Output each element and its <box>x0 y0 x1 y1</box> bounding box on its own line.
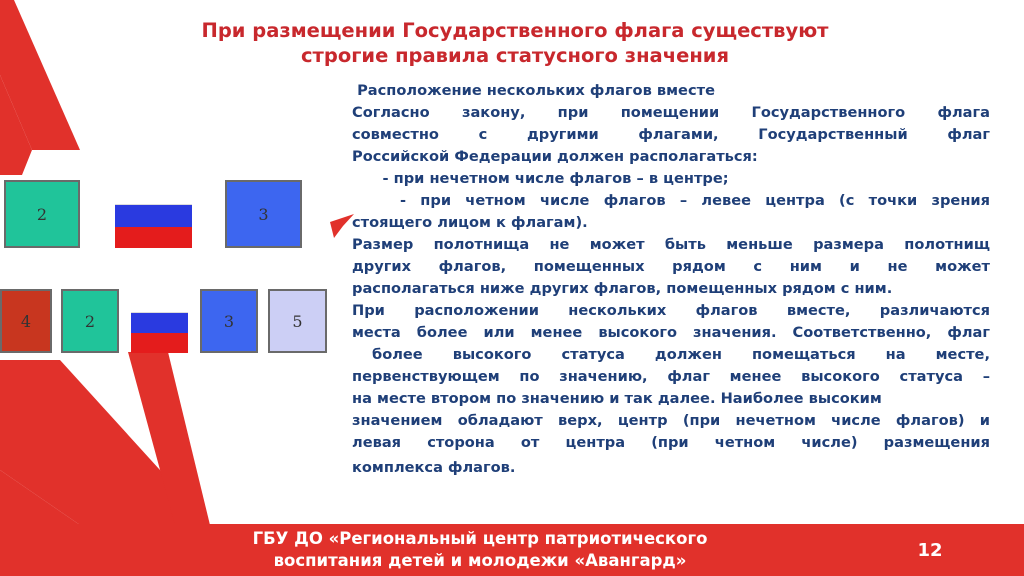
body-line: Размер полотнища не может быть меньше размера полотнищ <box>352 236 990 253</box>
body-line: комплекса флагов. <box>352 459 516 476</box>
flag-label: 3 <box>258 204 269 224</box>
body-line: располагаться ниже других флагов, помещенных рядом с ним. <box>352 280 893 297</box>
body-line: - при нечетном числе флагов – в центре; <box>352 170 729 187</box>
flag-label: 3 <box>223 311 235 331</box>
body-line: При расположении нескольких флагов вместе, различаются <box>352 302 990 319</box>
body-line: стоящего лицом к флагам). <box>352 214 588 231</box>
body-line: первенствующем по значению, флаг менее высокого статуса – <box>352 368 990 385</box>
flag-label: 5 <box>292 311 303 331</box>
body-subheading: Расположение нескольких флагов вместе <box>352 82 715 99</box>
flag-row2-3 <box>200 289 258 353</box>
flag-row2-2 <box>61 289 119 353</box>
body-line: на месте втором по значению и так далее. Наиболее высоким <box>352 390 882 407</box>
body-line: совместно с другими флагами, Государственный флаг <box>352 126 990 143</box>
footer-line-1: ГБУ ДО «Региональный центр патриотического <box>252 529 708 548</box>
flag-label: 2 <box>36 204 48 224</box>
title-line-1: При размещении Государственного флага существуют <box>201 19 829 42</box>
footer-line-2: воспитания детей и молодежи «Авангард» <box>273 551 687 570</box>
flag-label: 4 <box>20 311 32 331</box>
flag-row1-2 <box>4 180 80 248</box>
russian-flag-row2 <box>131 291 188 353</box>
red-arrow-marker <box>330 214 354 238</box>
body-line: места более или менее высокого значения. Соответственно, флаг <box>352 324 990 341</box>
body-line: других флагов, помещенных рядом с ним и не может <box>352 258 990 275</box>
page-number: 12 <box>917 540 943 561</box>
flag-label: 2 <box>84 311 96 331</box>
flag-row1-3 <box>225 180 302 248</box>
russian-flag-row1 <box>115 182 192 248</box>
body-text <box>352 80 990 479</box>
body-line: значением обладают верх, центр (при нечетном числе флагов) и <box>352 412 990 429</box>
footer-organization <box>120 528 840 572</box>
page-title <box>100 18 930 68</box>
body-line: Российской Федерации должен располагаться: <box>352 148 758 165</box>
title-line-2: строгие правила статусного значения <box>301 44 729 67</box>
flag-row2-4 <box>0 289 52 353</box>
body-line: более высокого статуса должен помещаться на месте, <box>372 346 990 363</box>
body-line: Согласно закону, при помещении Государственного флага <box>352 104 990 121</box>
flag-row2-5 <box>268 289 327 353</box>
body-line: левая сторона от центра (при четном числе) размещения <box>352 434 990 451</box>
body-line: - при четном числе флагов – левее центра (с точки зрения <box>400 192 990 209</box>
